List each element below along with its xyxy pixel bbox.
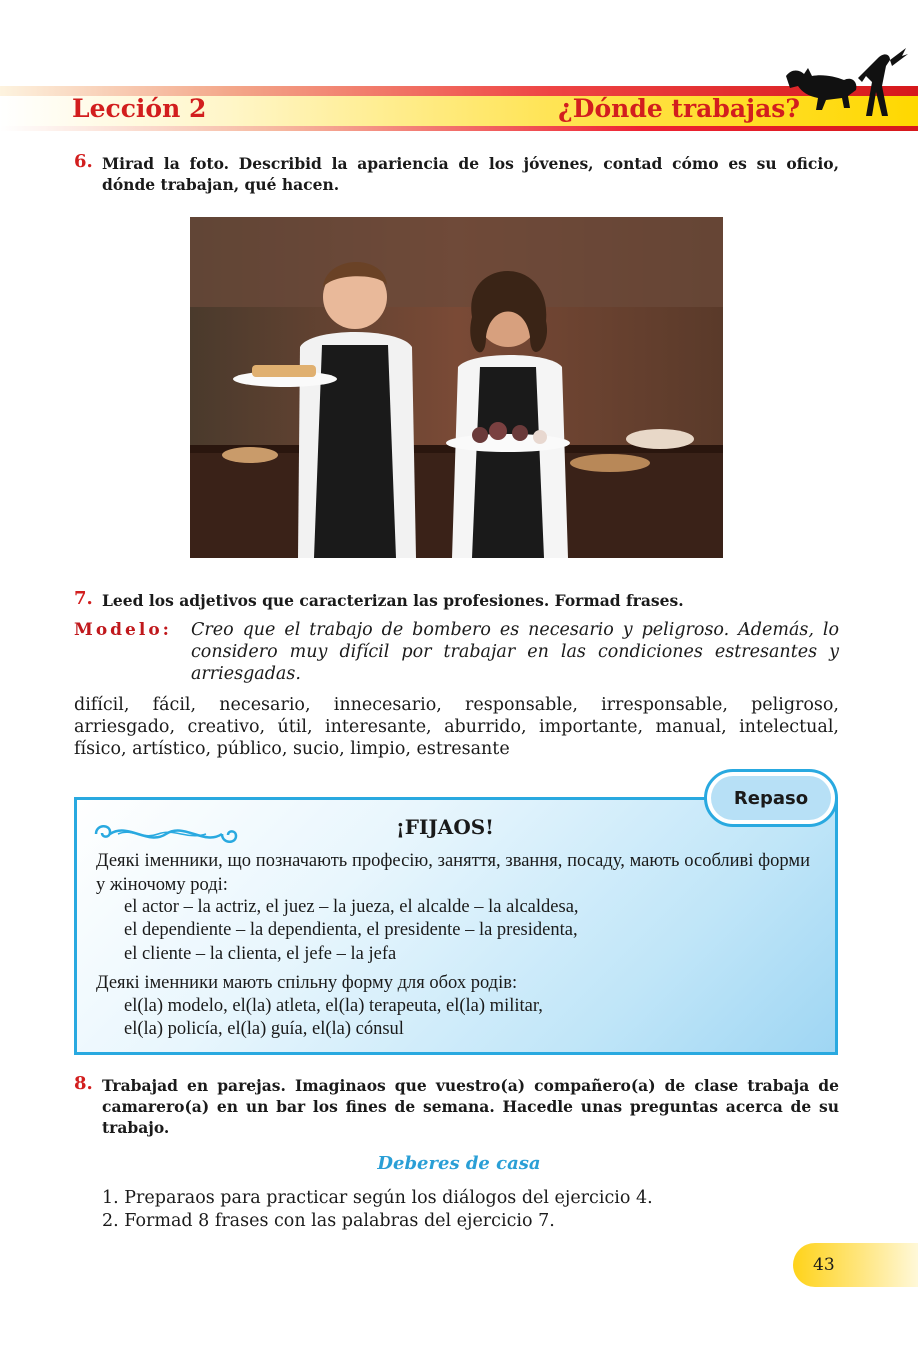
repaso-intro-1: Деякі іменники, що позначають професію, заняття, звання, посаду, мають особливі форми у жіночому роді: (96, 851, 810, 895)
lesson-topic: ¿Dónde trabajas? (558, 94, 800, 123)
bull-fighter-icon (778, 46, 918, 132)
repaso-example-4: el(la) modelo, el(la) atleta, el(la) terapeuta, el(la) militar, (124, 996, 543, 1016)
homework-title: Deberes de casa (377, 1153, 541, 1174)
repaso-example-5: el(la) policía, el(la) guía, el(la) cónsul (124, 1019, 404, 1039)
repaso-example-2: el dependiente – la dependienta, el presidente – la presidenta, (124, 920, 578, 940)
ornament-flourish-icon (88, 818, 240, 850)
page-number: 43 (813, 1255, 835, 1275)
homework-item-2: 2. Formad 8 frases con las palabras del ejercicio 7. (102, 1211, 555, 1231)
modelo-label: Modelo: (74, 620, 172, 640)
exercise-6-number: 6. (74, 151, 93, 172)
exercise-7-number: 7. (74, 588, 93, 609)
exercise-8-number: 8. (74, 1073, 93, 1094)
repaso-example-3: el cliente – la clienta, el jefe – la jefa (124, 944, 397, 964)
page-number-badge (793, 1243, 918, 1287)
exercise-7-instruction: Leed los adjetivos que caracterizan las profesiones. Formad frases. (102, 591, 684, 610)
photo-waiters-icon (190, 217, 723, 558)
lesson-title: Lección 2 (72, 94, 207, 123)
exercise-8-instruction: Trabajad en parejas. Imaginaos que vuestro(a) compañero(a) de clase trabaja de camarero(a) en un bar los fines de semana. Hacedle unas preguntas acerca de su trabajo. (102, 1076, 839, 1137)
repaso-tab (704, 769, 838, 827)
modelo-example: Creo que el trabajo de bombero es necesario y peligroso. Además, lo considero muy difícil por trabajar en las condiciones estresantes y arriesgadas. (191, 620, 839, 684)
fijaos-title: ¡FIJAOS! (396, 815, 494, 839)
repaso-example-1: el actor – la actriz, el juez – la jueza, el alcalde – la alcaldesa, (124, 897, 579, 917)
adjectives-list: difícil, fácil, necesario, innecesario, responsable, irresponsable, peligroso, arriesgado, creativo, útil, interesante, aburrido, importante, manual, intelectual, físico, artístico, público, sucio, limpio, estresante (74, 695, 839, 759)
exercise-6-instruction: Mirad la foto. Describid la apariencia de los jóvenes, contad cómo es su oficio, dónde trabajan, qué hacen. (102, 154, 839, 194)
repaso-tab-label: Repaso (711, 776, 831, 820)
repaso-intro-2: Деякі іменники мають спільну форму для обох родів: (96, 973, 518, 993)
homework-item-1: 1. Preparaos para practicar según los diálogos del ejercicio 4. (102, 1188, 653, 1208)
